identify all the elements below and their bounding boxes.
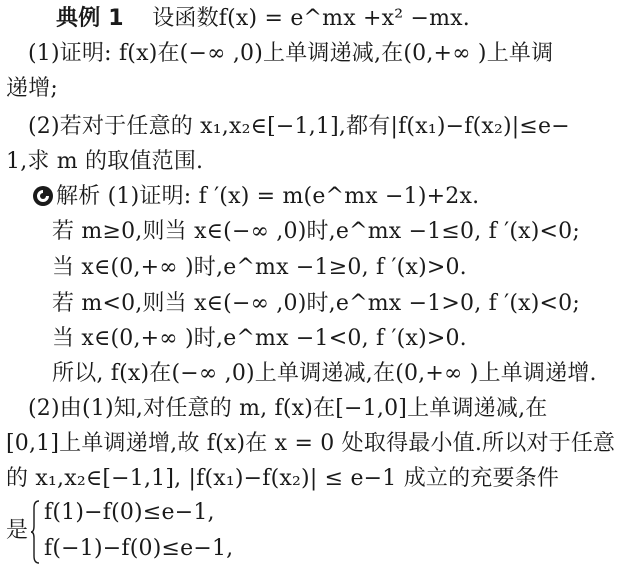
system-brace-icon xyxy=(30,500,40,564)
analysis-part1-derivative: (1)证明: f ′(x) = m(e^mx −1)+2x. xyxy=(100,184,480,209)
analysis-label: 解析 xyxy=(56,184,101,209)
analysis-line-2: 当 x∈(0,+∞ )时,e^mx −1≥0, f ′(x)>0. xyxy=(52,255,467,280)
analysis-heading xyxy=(32,180,640,214)
example-title-label: 典例 1 xyxy=(56,6,124,31)
analysis-line-7: [0,1]上单调递增,故 f(x)在 x = 0 处取得最小值.所以对于任意 xyxy=(6,431,616,456)
analysis-line-8: 的 x₁,x₂∈[−1,1], |f(x₁)−f(x₂)| ≤ e−1 成立的充要条件 xyxy=(6,466,560,491)
part2-line-2: 1,求 m 的取值范围. xyxy=(6,149,204,174)
system-equation-2: f(−1)−f(0)≤e−1, xyxy=(44,536,234,561)
analysis-line-3: 若 m<0,则当 x∈(−∞ ,0)时,e^mx −1>0, f ′(x)<0; xyxy=(52,291,580,316)
analysis-line-6: (2)由(1)知,对任意的 m, f(x)在[−1,0]上单调递减,在 xyxy=(28,396,548,421)
function-definition: 设函数f(x) = e^mx +x² −mx. xyxy=(152,6,470,31)
analysis-line-5: 所以, f(x)在(−∞ ,0)上单调递减,在(0,+∞ )上单调递增. xyxy=(52,361,597,386)
analysis-line-4: 当 x∈(0,+∞ )时,e^mx −1<0, f ′(x)>0. xyxy=(52,326,467,351)
example-heading xyxy=(56,2,640,36)
system-equation-1: f(1)−f(0)≤e−1, xyxy=(44,500,215,525)
part1-line-1: (1)证明: f(x)在(−∞ ,0)上单调递减,在(0,+∞ )上单调 xyxy=(28,41,554,66)
part2-line-1: (2)若对于任意的 x₁,x₂∈[−1,1],都有|f(x₁)−f(x₂)|≤e− xyxy=(28,114,570,139)
analysis-line-1: 若 m≥0,则当 x∈(−∞ ,0)时,e^mx −1≤0, f ′(x)<0; xyxy=(52,219,580,244)
analysis-bullet-icon xyxy=(32,184,54,206)
analysis-line-9: 是 xyxy=(6,518,29,543)
part1-line-2: 递增; xyxy=(6,76,59,101)
